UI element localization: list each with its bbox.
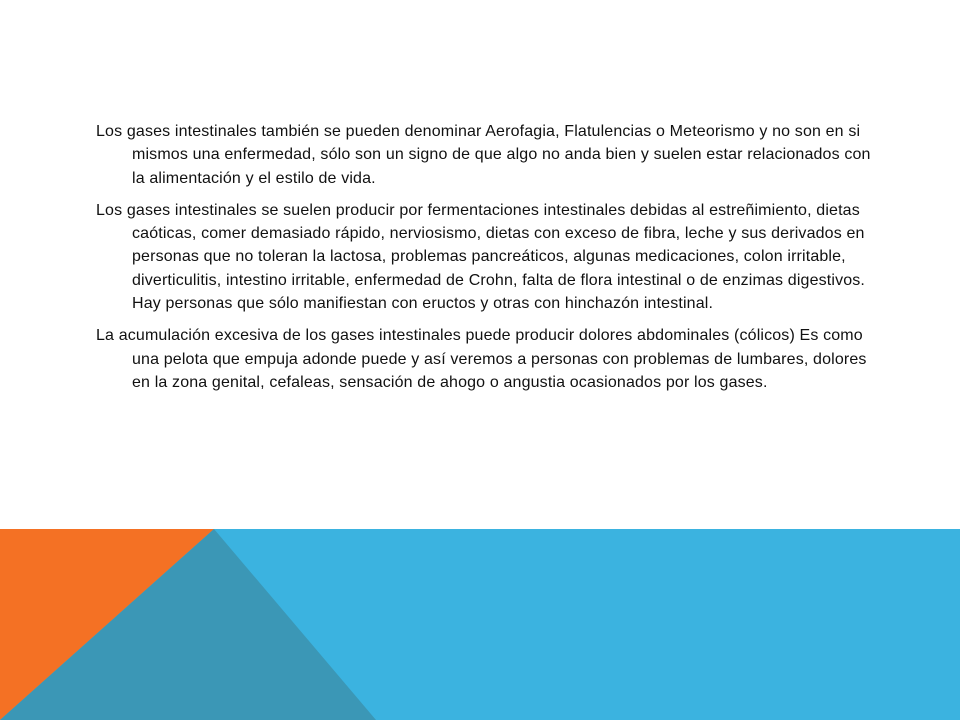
paragraph-gases-definition: Los gases intestinales también se pueden denominar Aerofagia, Flatulencias o Meteorismo y no son en si mismos una enfermedad, sólo son un signo de que algo no anda bien y suelen estar relacionados con la alimentación y el estilo de vida. bbox=[96, 123, 871, 187]
decorative-footer-band bbox=[0, 529, 960, 720]
slide-body-text bbox=[96, 120, 876, 403]
paragraph-gases-effects: La acumulación excesiva de los gases intestinales puede producir dolores abdominales (cólicos) Es como una pelota que empuja adonde puede y así veremos a personas con problemas de lumbares, dolores en la zona genital, cefaleas, sensación de ahogo o angustia ocasionados por los gases. bbox=[96, 327, 867, 391]
paragraph-gases-causes: Los gases intestinales se suelen producir por fermentaciones intestinales debidas al estreñimiento, dietas caóticas, comer demasiado rápido, nerviosismo, dietas con exceso de fibra, leche y sus derivados en personas que no toleran la lactosa, problemas pancreáticos, algunas medicaciones, colon irritable, diverticulitis, intestino irritable, enfermedad de Crohn, falta de flora intestinal o de enzimas digestivos. Hay personas que sólo manifiestan con eructos y otras con hinchazón intestinal. bbox=[96, 201, 866, 313]
